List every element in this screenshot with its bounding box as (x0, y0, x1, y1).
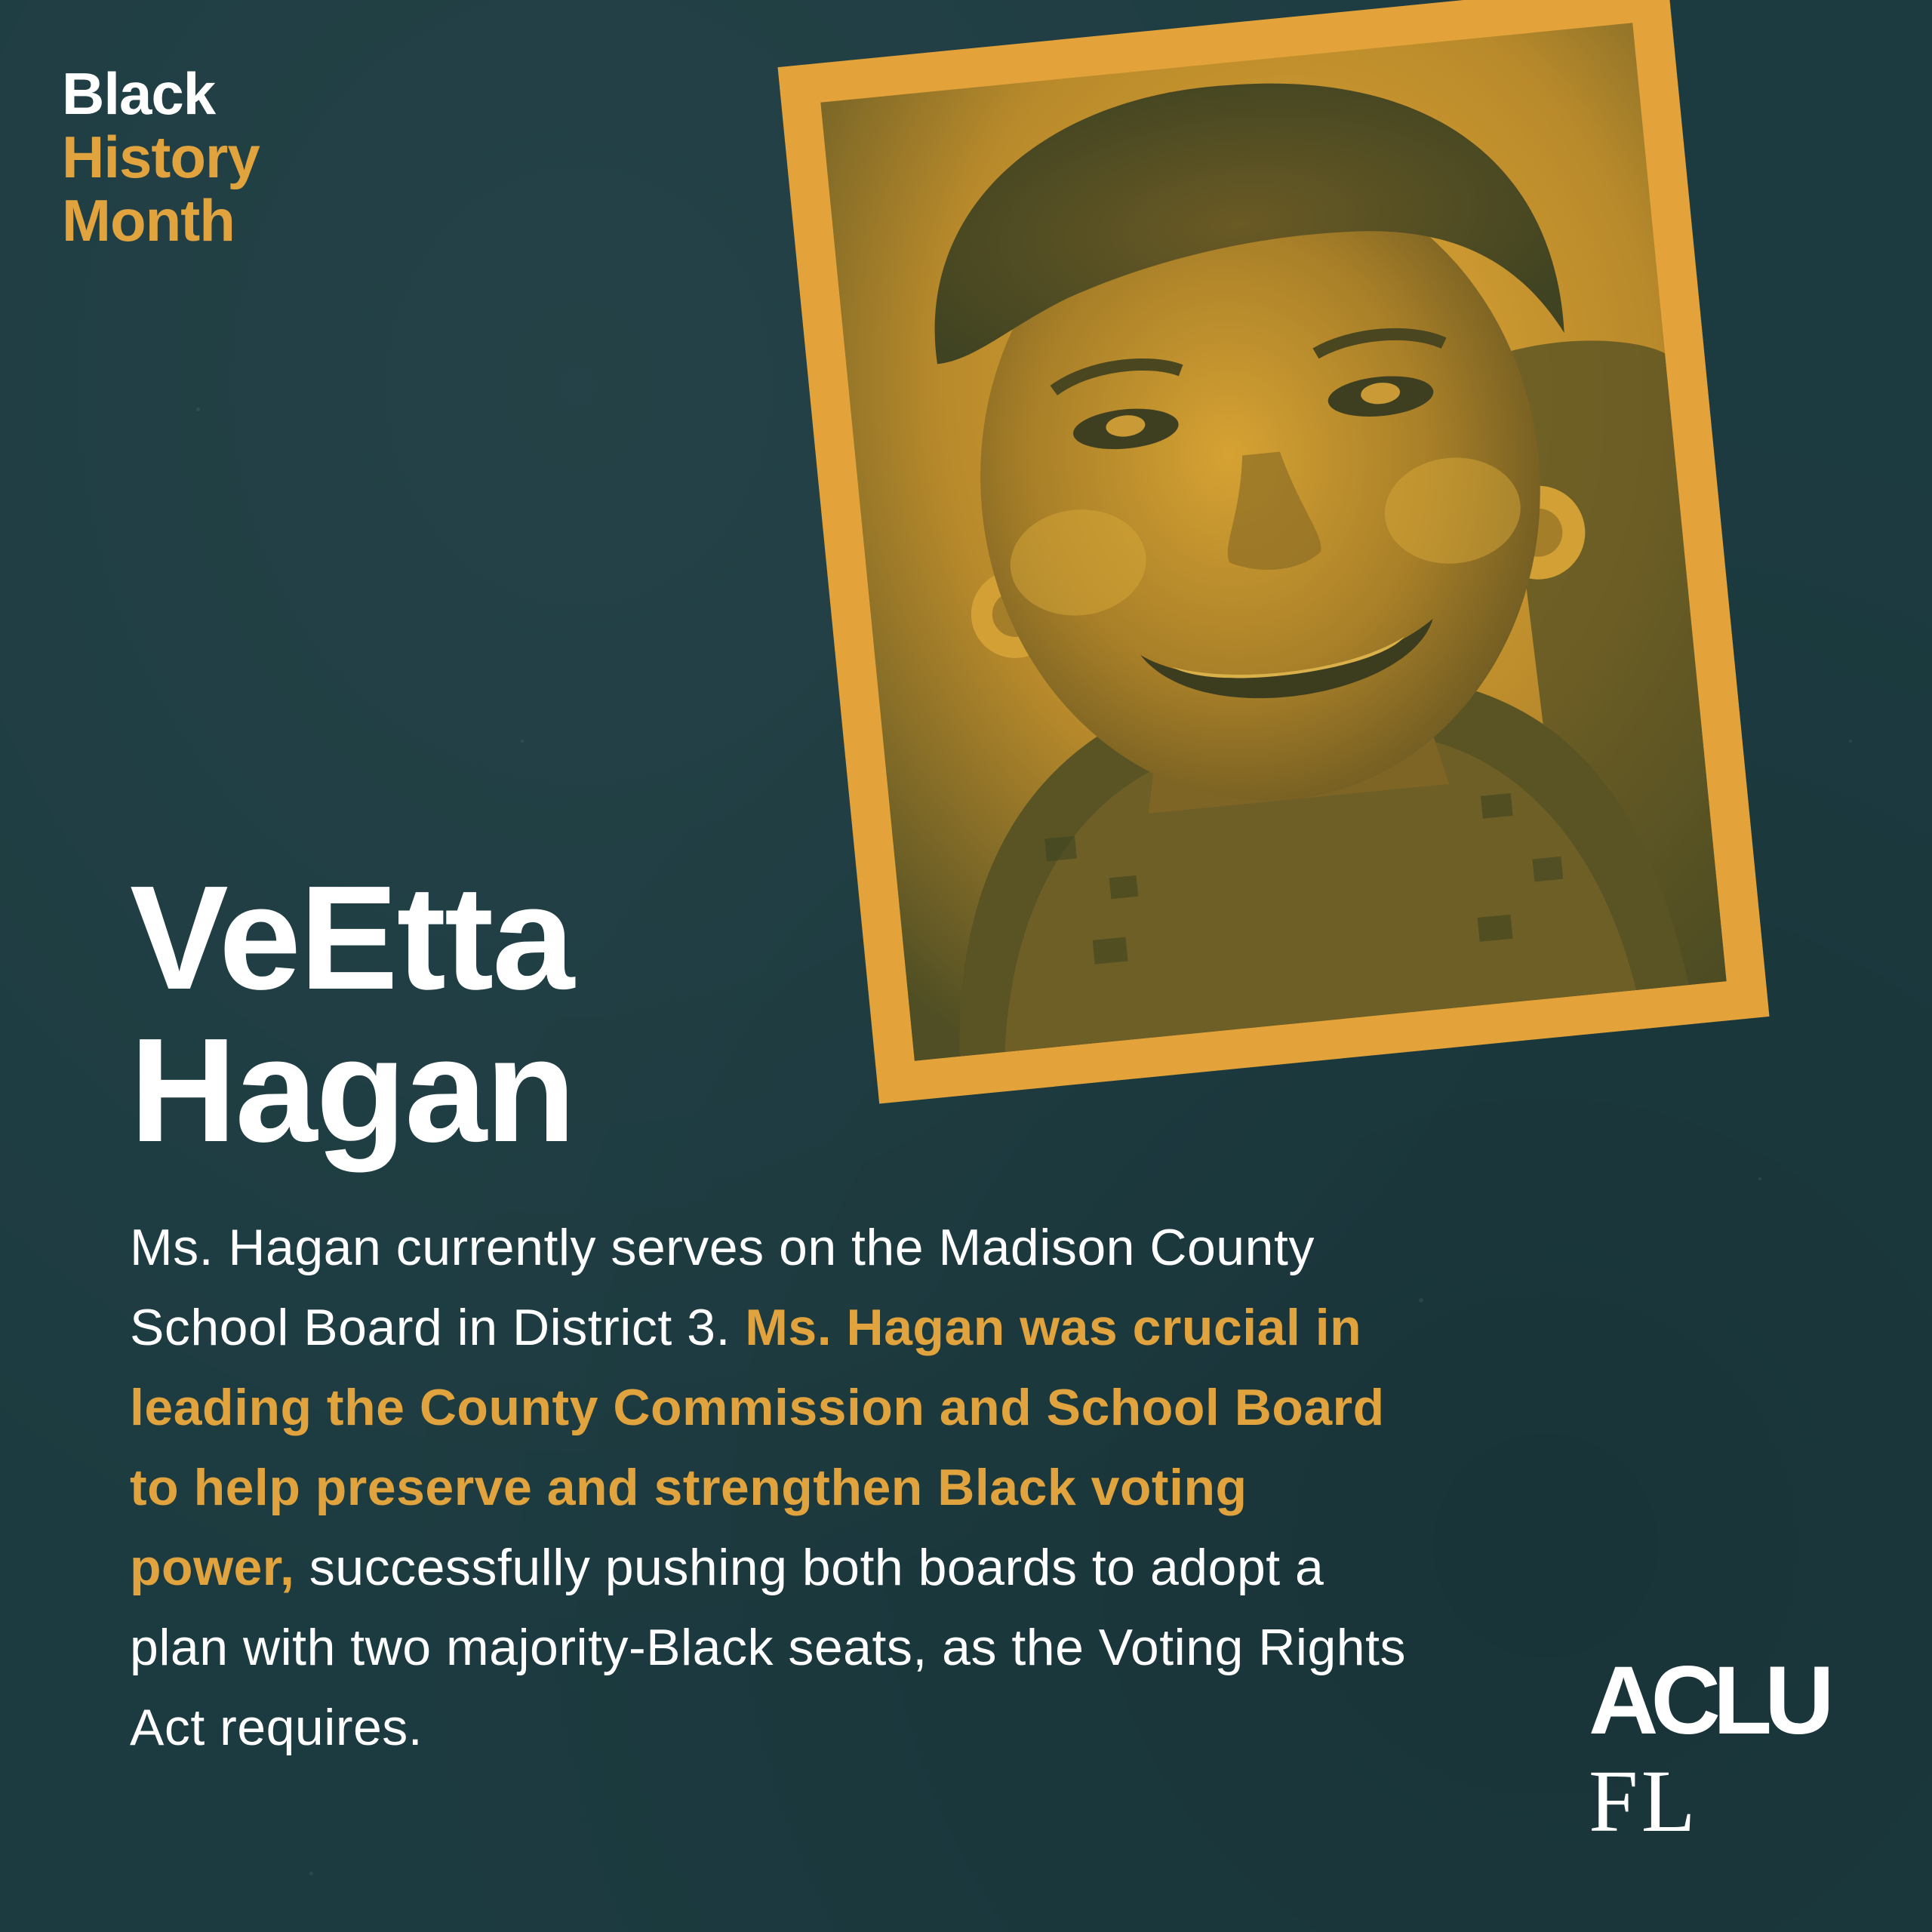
aclu-fl-logo (1589, 1647, 1830, 1850)
featured-person-name (130, 855, 575, 1173)
logo-aclu-text: ACLU (1589, 1647, 1827, 1755)
portrait-frame (777, 0, 1769, 1104)
first-name: VeEtta (130, 855, 574, 1020)
texture-speck (1758, 1177, 1761, 1180)
texture-speck (1849, 740, 1852, 743)
texture-speck (521, 740, 524, 743)
logo-fl-text: FL (1589, 1752, 1699, 1850)
portrait-photo (820, 23, 1726, 1060)
bio-paragraph (130, 1208, 1413, 1767)
texture-speck (196, 408, 200, 411)
heading-line-black: Black (62, 60, 216, 127)
heading-line-history: History (62, 124, 260, 190)
series-heading (62, 62, 260, 252)
bio-text-intro: Ms. Hagan currently serves on the Madison County School Board in District 3. (130, 1219, 1315, 1356)
texture-speck (1419, 1298, 1423, 1303)
portrait-illustration (820, 23, 1726, 1060)
bio-text-outro: successfully pushing both boards to adopt a plan with two majority-Black seats, as the Voting Rights Act requires. (130, 1539, 1406, 1756)
bio-text-highlight: Ms. Hagan was crucial in leading the County Commission and School Board to help preserve and strengthen Black voting power, (130, 1299, 1385, 1596)
texture-speck (309, 1872, 313, 1875)
heading-line-month: Month (62, 187, 235, 254)
last-name: Hagan (130, 1008, 575, 1173)
